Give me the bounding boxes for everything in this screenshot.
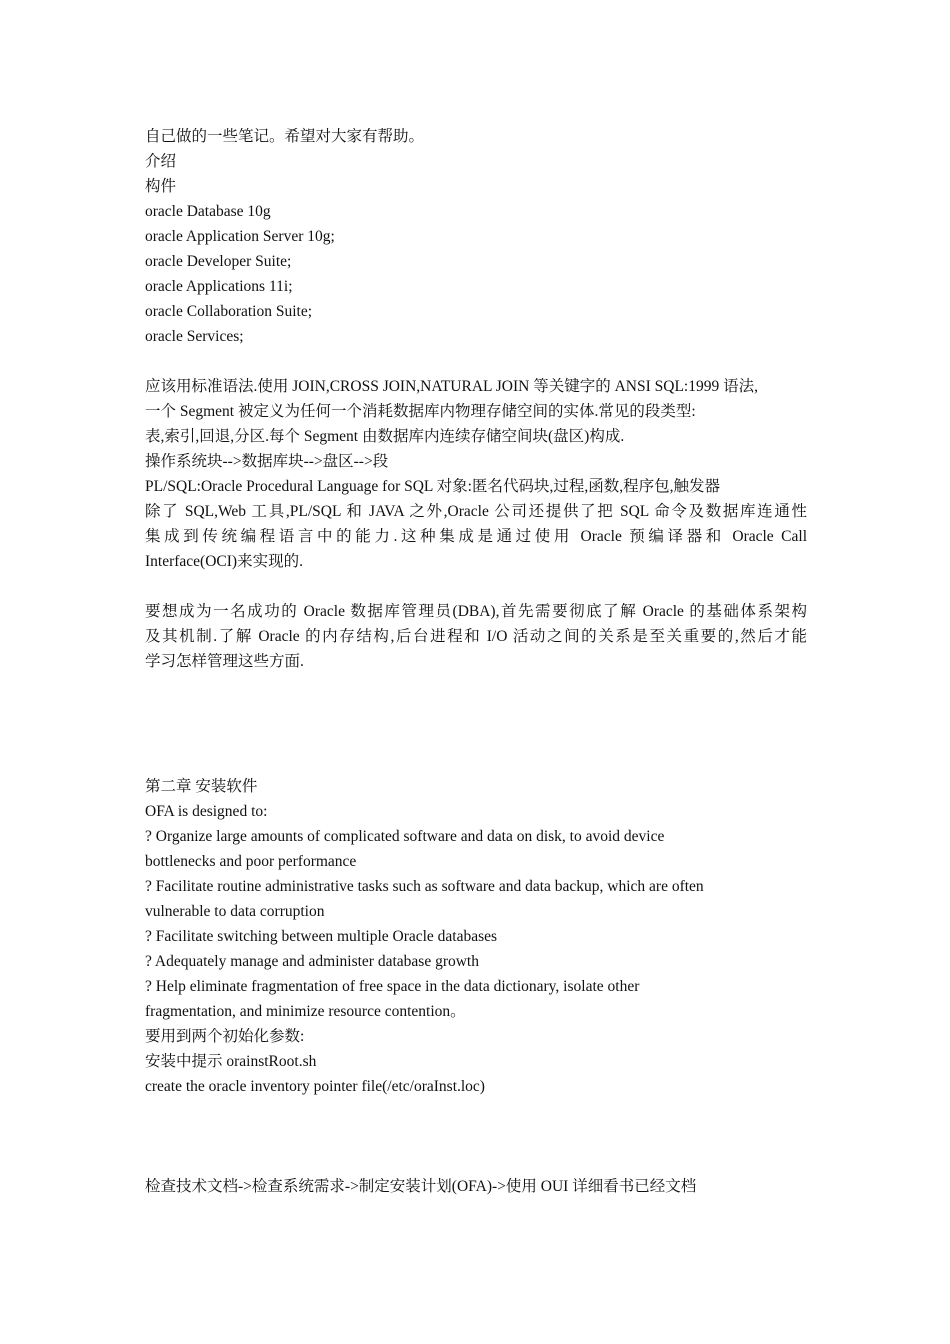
- text-line: vulnerable to data corruption: [145, 903, 325, 920]
- text-line: 自己做的一些笔记。希望对大家有帮助。: [145, 128, 425, 145]
- blank-line: [145, 724, 807, 749]
- text-line: 操作系统块-->数据库块-->盘区-->段: [145, 453, 389, 470]
- blank-line: [145, 1124, 807, 1149]
- text-line: 介绍: [145, 153, 177, 170]
- document-page: [145, 124, 807, 1199]
- text-line: 应该用标准语法.使用 JOIN,CROSS JOIN,NATURAL JOIN 等关键字的 ANSI SQL:1999 语法,: [145, 378, 758, 395]
- text-line: 及其机制.了解 Oracle 的内存结构,后台进程和 I/O 活动之间的关系是至关重要的,然后才能: [145, 628, 807, 645]
- text-line: ? Adequately manage and administer database growth: [145, 953, 479, 970]
- text-line: ? Help eliminate fragmentation of free space in the data dictionary, isolate other: [145, 978, 640, 995]
- blank-line: [145, 699, 807, 724]
- text-line: 构件: [145, 178, 177, 195]
- text-line: 除了 SQL,Web 工具,PL/SQL 和 JAVA 之外,Oracle 公司还提供了把 SQL 命令及数据库连通性: [145, 503, 807, 520]
- text-line: ? Organize large amounts of complicated software and data on disk, to avoid device: [145, 828, 665, 845]
- text-line: 安装中提示 orainstRoot.sh: [145, 1053, 317, 1070]
- blank-line: [145, 349, 807, 374]
- text-line: 要想成为一名成功的 Oracle 数据库管理员(DBA),首先需要彻底了解 Oracle 的基础体系架构: [145, 603, 807, 620]
- text-line: OFA is designed to:: [145, 803, 268, 820]
- text-line: oracle Collaboration Suite;: [145, 303, 313, 320]
- text-line: oracle Database 10g: [145, 203, 271, 220]
- text-line: 集成到传统编程语言中的能力.这种集成是通过使用 Oracle 预编译器和 Oracle Call: [145, 528, 807, 545]
- text-line: 表,索引,回退,分区.每个 Segment 由数据库内连续存储空间块(盘区)构成.: [145, 428, 625, 445]
- text-line: create the oracle inventory pointer file(/etc/oraInst.loc): [145, 1078, 485, 1095]
- text-line: 学习怎样管理这些方面.: [145, 653, 304, 670]
- text-line: 检查技术文档->检查系统需求->制定安装计划(OFA)->使用 OUI 详细看书已经文档: [145, 1178, 697, 1195]
- text-line: 要用到两个初始化参数:: [145, 1028, 305, 1045]
- blank-line: [145, 574, 807, 599]
- text-line: PL/SQL:Oracle Procedural Language for SQL 对象:匿名代码块,过程,函数,程序包,触发器: [145, 478, 720, 495]
- text-line: fragmentation, and minimize resource contention。: [145, 1003, 466, 1020]
- text-line: oracle Applications 11i;: [145, 278, 293, 295]
- text-line: oracle Developer Suite;: [145, 253, 292, 270]
- blank-line: [145, 674, 807, 699]
- text-line: ? Facilitate switching between multiple Oracle databases: [145, 928, 498, 945]
- blank-line: [145, 1099, 807, 1124]
- text-line: oracle Services;: [145, 328, 244, 345]
- chapter-heading: 第二章 安装软件: [145, 778, 258, 795]
- text-line: bottlenecks and poor performance: [145, 853, 357, 870]
- text-line: Interface(OCI)来实现的.: [145, 553, 303, 570]
- text-line: 一个 Segment 被定义为任何一个消耗数据库内物理存储空间的实体.常见的段类型:: [145, 403, 696, 420]
- blank-line: [145, 1149, 807, 1174]
- text-line: ? Facilitate routine administrative tasks such as software and data backup, which are often: [145, 878, 704, 895]
- blank-line: [145, 749, 807, 774]
- text-line: oracle Application Server 10g;: [145, 228, 335, 245]
